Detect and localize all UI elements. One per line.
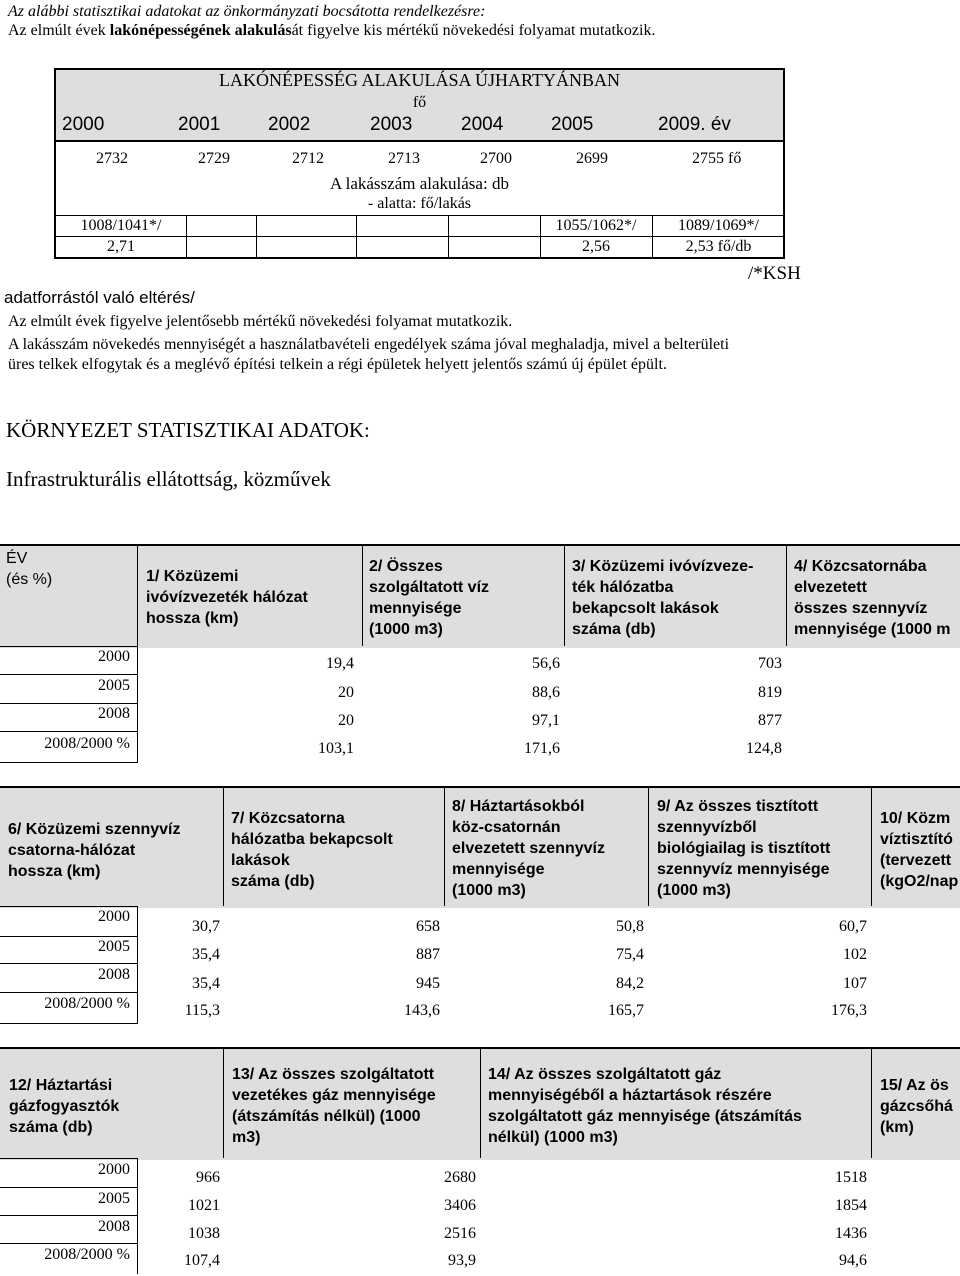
- table3-year: 2005: [98, 1190, 130, 1207]
- table2-cell: 30,7: [192, 918, 220, 935]
- table1-rule: [0, 646, 137, 647]
- table2-sep: [137, 906, 138, 1024]
- table1-rule: [0, 731, 137, 732]
- population-2001: 2729: [198, 150, 230, 167]
- table1-rule: [0, 762, 137, 763]
- table2-cell: 107: [843, 975, 867, 992]
- table1-cell: 97,1: [532, 712, 560, 729]
- ratio-row-top-border: [56, 236, 783, 237]
- population-2000: 2732: [96, 150, 128, 167]
- table1-cell: 56,6: [532, 655, 560, 672]
- intro-population-line: Az elmúlt évek lakónépességének alakulását figyelve kis mértékű növekedési folyamat mutatkozik.: [8, 22, 656, 39]
- population-2004: 2700: [480, 150, 512, 167]
- table2-sep: [223, 786, 224, 906]
- year-2004: 2004: [461, 114, 504, 135]
- table1-header-col1: 1/ Közüzemi ivóvízvezeték hálózat hossza (km): [146, 568, 308, 627]
- table3-rule: [0, 1187, 137, 1188]
- table2-rule: [0, 1023, 137, 1024]
- table3-cell: 1038: [188, 1225, 220, 1242]
- table1-cell: 877: [758, 712, 782, 729]
- table3-rule: [0, 1243, 137, 1244]
- table2-cell: 50,8: [616, 918, 644, 935]
- table1-cell: 88,6: [532, 684, 560, 701]
- table3-header-col12: 12/ Háztartási gázfogyasztók száma (db): [9, 1077, 120, 1136]
- table3-year: 2008: [98, 1218, 130, 1235]
- year-2000: 2000: [62, 114, 105, 135]
- table1-year: 2005: [98, 677, 130, 694]
- paragraph-dwellings-2: üres telkek elfogytak és a meglévő építési telkein a régi épületek helyett jelentős számú új épület épült.: [8, 356, 667, 373]
- table1-year-ratio: 2008/2000 %: [44, 735, 130, 752]
- table1-year: 2008: [98, 705, 130, 722]
- col-sep: [356, 215, 357, 259]
- table3-sep: [137, 1158, 138, 1274]
- table3-header-col15: 15/ Az ös gázcsőhá (km): [880, 1077, 953, 1136]
- deviation-note: adatforrástól való eltérés/: [4, 288, 195, 307]
- table3-sep: [223, 1047, 224, 1158]
- table3-cell: 1021: [188, 1197, 220, 1214]
- table3-rule: [0, 1215, 137, 1216]
- table3-cell: 1854: [835, 1197, 867, 1214]
- population-table-title: LAKÓNÉPESSÉG ALAKULÁSA ÚJHARTYÁNBAN: [219, 70, 620, 90]
- section-title: KÖRNYEZET STATISZTIKAI ADATOK:: [6, 418, 370, 442]
- paragraph-dwellings-1: A lakásszám növekedés mennyiségét a használatbavételi engedélyek száma jóval meghaladja, mivel a belterületi: [8, 336, 730, 353]
- table1-sep: [362, 544, 363, 646]
- table3-rule: [0, 1158, 137, 1159]
- paragraph-growth: Az elmúlt évek figyelve jelentősebb mértékű növekedési folyamat mutatkozik.: [8, 313, 513, 330]
- table1-header-col4: 4/ Közcsatornába elvezetett összes szennyvíz mennyisége (1000 m: [794, 558, 951, 638]
- table2-header-col7: 7/ Közcsatorna hálózatba bekapcsolt lakások száma (db): [231, 810, 393, 890]
- col-sep: [540, 215, 541, 259]
- table1-sep: [137, 544, 138, 646]
- population-2009: 2755 fő: [692, 150, 742, 167]
- table2-sep: [444, 786, 445, 906]
- table2-cell: 945: [416, 975, 440, 992]
- table1-header-col3: 3/ Közüzemi ivóvízveze- ték hálózatba bekapcsolt lakások száma (db): [572, 558, 754, 638]
- table3-year: 2000: [98, 1161, 130, 1178]
- table2-year: 2008: [98, 966, 130, 983]
- table1-cell: 103,1: [318, 740, 354, 757]
- table2-header-col6: 6/ Közüzemi szennyvíz csatorna-hálózat hossza (km): [8, 821, 181, 880]
- table2-cell: 60,7: [839, 918, 867, 935]
- dwellings-title: A lakásszám alakulása: db: [330, 174, 509, 193]
- col-sep: [186, 215, 187, 259]
- population-2002: 2712: [292, 150, 324, 167]
- ksh-note: /*KSH: [748, 263, 801, 284]
- dwellings-subtitle: - alatta: fő/lakás: [367, 195, 472, 212]
- table1-header-year: ÉV (és %): [6, 550, 53, 588]
- table3-cell: 2516: [444, 1225, 476, 1242]
- table1-cell: 819: [758, 684, 782, 701]
- ratio-2005: 2,56: [582, 238, 610, 255]
- dwellings-2009: 1089/1069*/: [678, 217, 759, 234]
- table2-header: [0, 786, 960, 908]
- table2-cell: 165,7: [608, 1002, 644, 1019]
- table1-cell: 20: [338, 684, 354, 701]
- table2-sep: [648, 786, 649, 906]
- table3-cell: 93,9: [448, 1252, 476, 1269]
- table2-rule: [0, 936, 137, 937]
- table1-year: 2000: [98, 648, 130, 665]
- table2-cell: 75,4: [616, 946, 644, 963]
- table3-cell: 107,4: [184, 1252, 220, 1269]
- table3-cell: 2680: [444, 1169, 476, 1186]
- table1-cell: 703: [758, 655, 782, 672]
- table1-rule: [0, 674, 137, 675]
- table2-cell: 887: [416, 946, 440, 963]
- table2-header-col10: 10/ Közm víztisztító (tervezett (kgO2/nap: [880, 810, 959, 890]
- table1-header-col2: 2/ Összes szolgáltatott víz mennyisége (1000 m3): [369, 558, 490, 638]
- table2-rule: [0, 906, 137, 907]
- intro-source-line: Az alábbi statisztikai adatokat az önkormányzati bocsátotta rendelkezésre:: [8, 3, 486, 20]
- table2-cell: 115,3: [184, 1002, 220, 1019]
- dwellings-2000: 1008/1041*/: [80, 217, 162, 234]
- population-2003: 2713: [388, 150, 420, 167]
- table1-rule: [0, 703, 137, 704]
- table2-cell: 102: [843, 946, 867, 963]
- dwellings-2005: 1055/1062*/: [555, 217, 637, 234]
- year-2001: 2001: [178, 114, 221, 135]
- table1-cell: 19,4: [326, 655, 354, 672]
- table2-sep: [871, 786, 872, 906]
- table2-cell: 84,2: [616, 975, 644, 992]
- table2-rule: [0, 963, 137, 964]
- table3-cell: 94,6: [839, 1252, 867, 1269]
- table1-header: [0, 544, 960, 648]
- table1-sep: [137, 646, 138, 763]
- table2-cell: 35,4: [192, 946, 220, 963]
- table2-cell: 35,4: [192, 975, 220, 992]
- table2-rule: [0, 992, 137, 993]
- table1-sep: [786, 544, 787, 646]
- table3-cell: 3406: [444, 1197, 476, 1214]
- year-2009: 2009. év: [658, 114, 731, 135]
- table1-cell: 124,8: [746, 740, 782, 757]
- table1-sep: [564, 544, 565, 646]
- year-2005: 2005: [551, 114, 594, 135]
- table3-cell: 966: [196, 1169, 220, 1186]
- table3-header-col13: 13/ Az összes szolgáltatott vezetékes gáz mennyisége (átszámítás nélkül) (1000 m3): [232, 1066, 436, 1146]
- table3-sep: [871, 1047, 872, 1158]
- population-unit: fő: [412, 94, 427, 111]
- table2-year: 2005: [98, 938, 130, 955]
- population-table: [54, 68, 785, 259]
- table2-cell: 143,6: [404, 1002, 440, 1019]
- year-2003: 2003: [370, 114, 413, 135]
- table2-cell: 176,3: [831, 1002, 867, 1019]
- population-2005: 2699: [576, 150, 608, 167]
- year-2002: 2002: [268, 114, 311, 135]
- dwellings-row-top-border: [56, 215, 783, 216]
- table2-year-ratio: 2008/2000 %: [44, 995, 130, 1012]
- table1-cell: 20: [338, 712, 354, 729]
- table2-cell: 658: [416, 918, 440, 935]
- table3-header-col14: 14/ Az összes szolgáltatott gáz mennyiségéből a háztartások részére szolgáltatott gáz mennyisége (átszámítás nélkül) (1000 m3): [488, 1066, 802, 1146]
- col-sep: [652, 215, 653, 259]
- table3-sep: [480, 1047, 481, 1158]
- table3-cell: 1436: [835, 1225, 867, 1242]
- table2-header-col8: 8/ Háztartásokból köz-csatornán elvezetett szennyvíz mennyisége (1000 m3): [452, 798, 605, 899]
- table3-year-ratio: 2008/2000 %: [44, 1246, 130, 1263]
- table1-cell: 171,6: [524, 740, 560, 757]
- col-sep: [256, 215, 257, 259]
- ratio-2009: 2,53 fő/db: [685, 238, 752, 255]
- table3-cell: 1518: [835, 1169, 867, 1186]
- ratio-2000: 2,71: [107, 238, 135, 255]
- subsection-title: Infrastrukturális ellátottság, közművek: [6, 467, 331, 491]
- col-sep: [448, 215, 449, 259]
- table2-header-col9: 9/ Az összes tisztított szennyvízből biológiailag is tisztított szennyvíz mennyisége (1000 m3): [657, 798, 831, 899]
- table2-year: 2000: [98, 908, 130, 925]
